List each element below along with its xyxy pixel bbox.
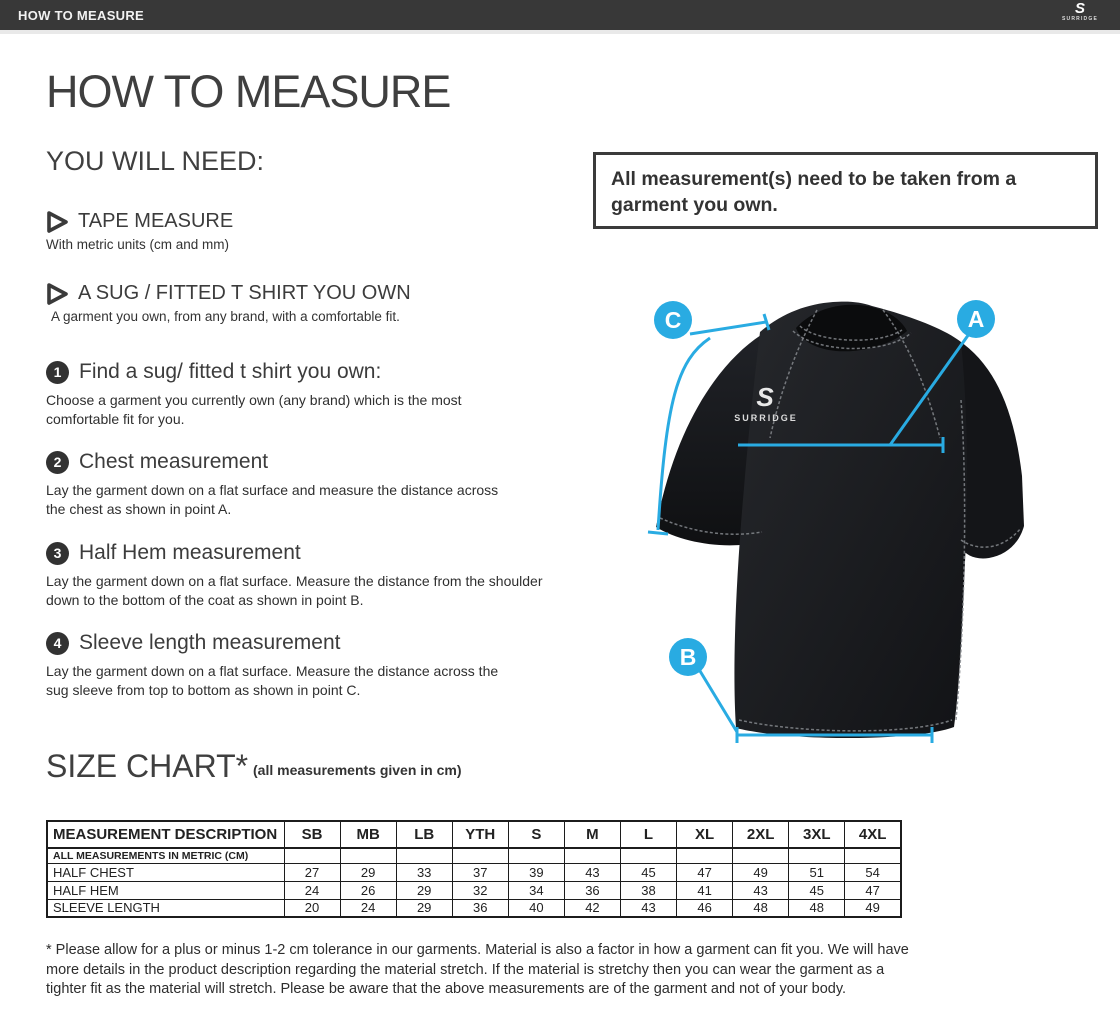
table-row <box>47 899 901 917</box>
footnote-line: tighter fit as the material will stretch. Please be aware that the above measurements are of the garment and not of your body. <box>46 981 847 997</box>
size-chart-body <box>47 848 901 917</box>
point-a-label: A <box>967 306 985 332</box>
table-cell: 33 <box>396 863 452 881</box>
step-title: Sleeve length measurement <box>79 631 341 654</box>
column-header: M <box>564 821 620 848</box>
table-cell: 48 <box>789 899 845 917</box>
table-row <box>47 881 901 899</box>
step-text-line: Lay the garment down on a flat surface. Measure the distance across the <box>46 663 499 679</box>
need-item-tape-measure <box>46 210 586 252</box>
column-header: S <box>508 821 564 848</box>
table-cell <box>789 848 845 863</box>
point-c-leader-line <box>690 322 766 334</box>
size-chart-table <box>46 820 902 918</box>
column-header: MEASUREMENT DESCRIPTION <box>47 821 284 848</box>
table-cell: 45 <box>620 863 676 881</box>
table-cell <box>620 848 676 863</box>
table-cell: 36 <box>564 881 620 899</box>
play-triangle-icon <box>46 283 68 305</box>
table-cell: 45 <box>789 881 845 899</box>
size-chart-heading: SIZE CHART* <box>46 748 249 784</box>
table-cell: 48 <box>733 899 789 917</box>
step-text-line: comfortable fit for you. <box>46 411 185 427</box>
step-text-line: Lay the garment down on a flat surface. Measure the distance from the shoulder <box>46 573 543 589</box>
play-triangle-icon <box>46 211 68 233</box>
table-cell <box>845 848 901 863</box>
you-will-need-heading: YOU WILL NEED: <box>46 146 265 176</box>
table-cell: 42 <box>564 899 620 917</box>
table-cell: 29 <box>396 881 452 899</box>
point-b-leader-line <box>700 671 737 732</box>
size-chart-note: (all measurements given in cm) <box>253 762 462 778</box>
footnote-line: more details in the product description regarding the material stretch. If the material is stretchy then you can wear the garment as a <box>46 961 885 978</box>
table-cell <box>508 848 564 863</box>
step-text-line: the chest as shown in point A. <box>46 501 232 517</box>
table-cell: 27 <box>284 863 340 881</box>
row-label: ALL MEASUREMENTS IN METRIC (CM) <box>47 848 284 863</box>
tshirt-body <box>734 302 967 738</box>
table-cell: 24 <box>284 881 340 899</box>
step-title: Find a sug/ fitted t shirt you own: <box>79 360 382 383</box>
need-item-label: TAPE MEASURE <box>78 210 234 232</box>
step-text-line: Choose a garment you currently own (any brand) which is the most <box>46 392 462 408</box>
column-header: L <box>620 821 676 848</box>
column-header: XL <box>677 821 733 848</box>
need-item-label: A SUG / FITTED T SHIRT YOU OWN <box>78 282 411 304</box>
page-title: HOW TO MEASURE <box>46 66 451 117</box>
table-cell: 37 <box>452 863 508 881</box>
table-cell: 41 <box>677 881 733 899</box>
table-row <box>47 863 901 881</box>
table-cell <box>340 848 396 863</box>
table-cell <box>284 848 340 863</box>
footnote-line: * Please allow for a plus or minus 1-2 cm tolerance in our garments. Material is also a factor in how a garment can fit you. We will have <box>46 942 909 958</box>
step-2 <box>46 450 586 519</box>
table-cell: 29 <box>340 863 396 881</box>
column-header: MB <box>340 821 396 848</box>
step-number-badge: 1 <box>46 361 69 384</box>
table-cell: 39 <box>508 863 564 881</box>
step-text-line: down to the bottom of the coat as shown in point B. <box>46 592 364 608</box>
step-number-badge: 4 <box>46 632 69 655</box>
table-cell: 36 <box>452 899 508 917</box>
table-cell <box>564 848 620 863</box>
shirt-logo-wordmark: SURRIDGE <box>734 413 798 423</box>
table-cell: 26 <box>340 881 396 899</box>
size-chart-header-row <box>47 821 901 848</box>
row-label: HALF HEM <box>47 881 284 899</box>
table-cell: 20 <box>284 899 340 917</box>
surridge-logo <box>1054 1 1106 29</box>
table-cell: 24 <box>340 899 396 917</box>
table-cell: 46 <box>677 899 733 917</box>
step-4 <box>46 631 586 700</box>
step-number-badge: 3 <box>46 542 69 565</box>
tshirt-measurement-diagram <box>620 280 1100 760</box>
topbar-title: HOW TO MEASURE <box>18 7 145 23</box>
row-label: SLEEVE LENGTH <box>47 899 284 917</box>
need-item-description: A garment you own, from any brand, with a comfortable fit. <box>51 309 400 324</box>
table-cell <box>452 848 508 863</box>
brand-s-icon: S <box>1074 0 1085 17</box>
table-cell: 38 <box>620 881 676 899</box>
shirt-logo-s: S <box>756 382 774 412</box>
column-header: 3XL <box>789 821 845 848</box>
step-3 <box>46 541 586 610</box>
table-cell: 43 <box>733 881 789 899</box>
step-title: Chest measurement <box>79 450 269 473</box>
tolerance-footnote <box>46 941 1096 1000</box>
column-header: SB <box>284 821 340 848</box>
table-cell: 49 <box>733 863 789 881</box>
callout-line: All measurement(s) need to be taken from a <box>611 168 1017 190</box>
row-label: HALF CHEST <box>47 863 284 881</box>
callout-line: garment you own. <box>611 194 778 216</box>
header-divider <box>0 30 1120 34</box>
table-row <box>47 848 901 863</box>
column-header: 2XL <box>733 821 789 848</box>
table-cell: 47 <box>845 881 901 899</box>
table-cell: 54 <box>845 863 901 881</box>
step-number-badge: 2 <box>46 451 69 474</box>
table-cell: 43 <box>620 899 676 917</box>
point-b-label: B <box>679 644 697 670</box>
step-title: Half Hem measurement <box>79 541 301 564</box>
tshirt-illustration <box>620 280 1100 760</box>
table-cell: 43 <box>564 863 620 881</box>
step-1 <box>46 360 586 429</box>
table-cell <box>396 848 452 863</box>
sleeve-bottom-tick <box>648 532 668 534</box>
table-cell: 32 <box>452 881 508 899</box>
point-c-label: C <box>664 307 682 333</box>
step-text-line: sug sleeve from top to bottom as shown in point C. <box>46 682 361 698</box>
table-cell: 47 <box>677 863 733 881</box>
need-item-fitted-shirt <box>46 282 586 324</box>
table-cell: 49 <box>845 899 901 917</box>
callout-box <box>593 152 1098 229</box>
need-item-description: With metric units (cm and mm) <box>46 237 230 252</box>
column-header: 4XL <box>845 821 901 848</box>
step-text-line: Lay the garment down on a flat surface and measure the distance across <box>46 482 499 498</box>
table-cell: 29 <box>396 899 452 917</box>
table-cell: 34 <box>508 881 564 899</box>
table-cell <box>677 848 733 863</box>
top-bar <box>0 0 1120 30</box>
table-cell: 40 <box>508 899 564 917</box>
column-header: LB <box>396 821 452 848</box>
table-cell <box>733 848 789 863</box>
brand-wordmark: SURRIDGE <box>1062 16 1098 22</box>
column-header: YTH <box>452 821 508 848</box>
table-cell: 51 <box>789 863 845 881</box>
